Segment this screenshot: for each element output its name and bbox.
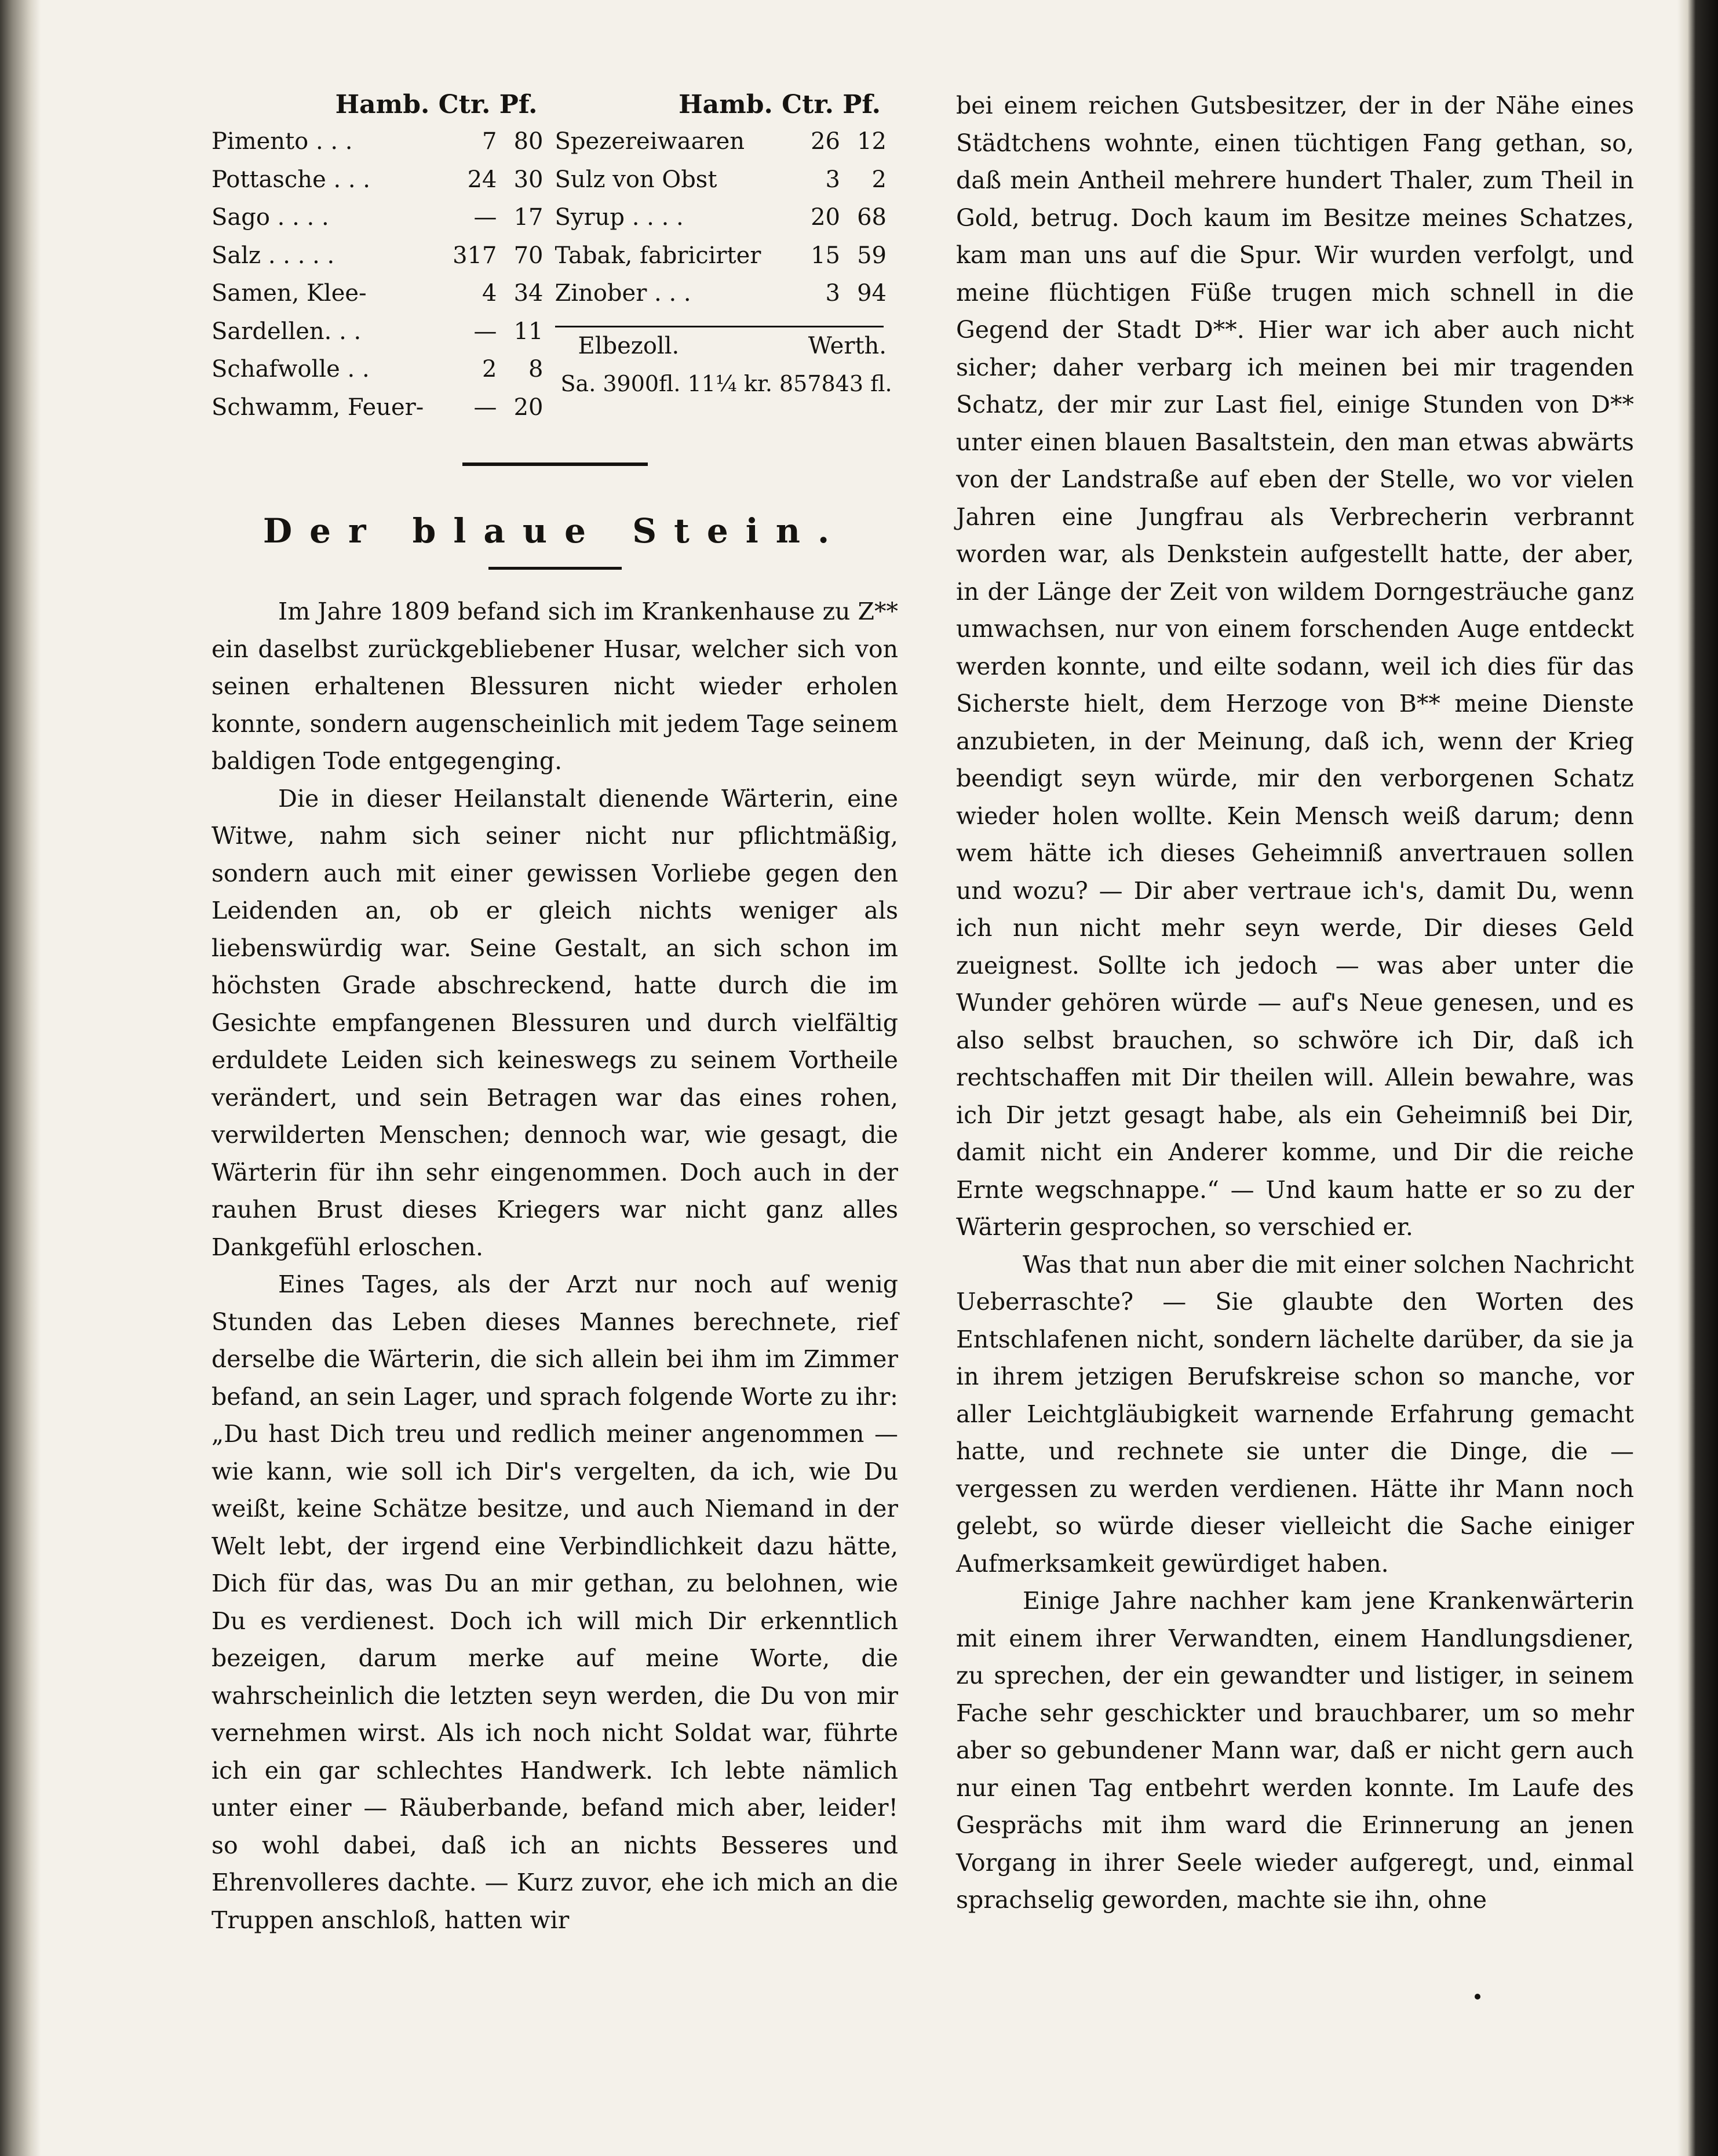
item-ctr: 4 bbox=[482, 280, 497, 307]
paragraph: Die in dieser Heilanstalt dienende Wärterin, eine Witwe, nahm sich seiner nicht nur pflichtmäßig, sondern auch mit einer gewissen Vorliebe gegen den Leidenden an, ob er gleich nichts weniger als liebenswürdig war. Seine Gestalt, an sich schon im höchsten Grade abschreckend, hatte durch die im Gesichte empfangenen Blessuren und durch vielfältig erduldete Leiden sich keineswegs zu seinem Vortheile verändert, und sein Betragen war das eines rohen, verwilderten Menschen; dennoch war, wie gesagt, die Wärterin für ihn sehr eingenommen. Doch auch in der rauhen Brust dieses Kriegers war nicht ganz alles Dankgefühl erloschen. bbox=[211, 784, 898, 1261]
item-ctr: — bbox=[473, 204, 497, 231]
item-name: Zinober . . . bbox=[555, 280, 691, 307]
table-row bbox=[211, 199, 555, 237]
item-name: Sulz von Obst bbox=[555, 166, 717, 193]
item-pf: 94 bbox=[857, 280, 887, 307]
paragraph: bei einem reichen Gutsbesitzer, der in der Nähe eines Städtchens wohnte, einen tüchtigen Fang gethan, so, daß mein Antheil mehrere hundert Thaler, zum Theil in Gold, betrug. Doch kaum im Besitze meines Schatzes, kam man uns auf die Spur. Wir wurden verfolgt, und meine flüchtigen Füße trugen mich schnell in die Gegend der Stadt D**. Hier war ich aber auch nicht sicher; daher verbarg ich meinen bei mir tragenden Schatz, der mir zur Last fiel, einige Stunden von D** unter einen blauen Basaltstein, den man etwas abwärts von der Landstraße auf eben der Stelle, wo vor vielen Jahren eine Jungfrau als Verbrecherin verbrannt worden war, als Denkstein aufgestellt hatte, der aber, in der Länge der Zeit von wildem Dorngesträuche ganz umwachsen, nur von einem forschenden Auge entdeckt werden konnte, und eilte sodann, weil ich dies für das Sicherste hielt, dem Herzoge von B** meine Dienste anzubieten, in der Meinung, daß ich, wenn der Krieg beendigt seyn würde, mir den verborgenen Schatz wieder holen wollte. Kein Mensch weiß darum; denn wem hätte ich dieses Geheimniß anvertrauen sollen und wozu? — Dir aber vertraue ich's, damit Du, wenn ich nun nicht mehr seyn werde, Dir dieses Geld zueignest. Sollte ich jedoch — was aber unter die Wunder gehören würde — auf's Neue genesen, und es also selbst brauchen, so schwöre ich Dir, daß ich rechtschaffen mit Dir theilen will. Allein bewahre, was ich Dir jetzt gesagt habe, als ein Geheimniß bei Dir, damit nicht ein Anderer komme, und Dir die reiche Ernte wegschnappe.“ — Und kaum hatte er so zu der Wärterin gesprochen, so verschied er. bbox=[956, 92, 1634, 1241]
item-name: Schwamm, Feuer- bbox=[211, 394, 424, 421]
table-row bbox=[555, 123, 899, 161]
ink-speck bbox=[1475, 1994, 1480, 2000]
section-divider bbox=[462, 462, 648, 466]
item-pf: 11 bbox=[513, 318, 544, 345]
item-ctr: — bbox=[473, 318, 497, 345]
elbezoll-header bbox=[555, 327, 899, 366]
table-header-right: Hamb. Ctr. Pf. bbox=[679, 90, 881, 119]
page-edge-dark bbox=[1677, 0, 1718, 2156]
item-ctr: 24 bbox=[467, 166, 497, 193]
item-pf: 30 bbox=[513, 166, 544, 193]
table-header bbox=[211, 87, 898, 123]
table-row bbox=[211, 161, 555, 199]
table-row bbox=[555, 161, 899, 199]
table-row bbox=[211, 313, 555, 351]
item-name: Schafwolle . . bbox=[211, 356, 370, 383]
left-column bbox=[211, 87, 898, 1939]
article-title: Der blaue Stein. bbox=[262, 511, 847, 551]
item-pf: 59 bbox=[857, 242, 887, 269]
paragraph: Was that nun aber die mit einer solchen Nachricht Ueberraschte? — Sie glaubte den Worten des Entschlafenen nicht, sondern lächelte darüber, da sie ja in ihrem jetzigen Berufskreise schon so manche, vor aller Leichtgläubigkeit warnende Erfahrung gemacht hatte, und rechnete sie unter die Dinge, die — vergessen zu werden verdienen. Hätte ihr Mann noch gelebt, so würde dieser vielleicht die Sache einiger Aufmerksamkeit gewürdiget haben. bbox=[956, 1250, 1634, 1578]
paragraph: Einige Jahre nachher kam jene Krankenwärterin mit einem ihrer Verwandten, einem Handlungsdiener, zu sprechen, der ein gewandter und listiger, in seinem Fache sehr geschickter und brauchbarer, um so mehr aber so gebundener Mann war, daß er nicht gern auch nur einen Tag entbehrt werden konnte. Im Laufe des Gesprächs mit ihm ward die Erinnerung an jenen Vorgang in ihrer Seele wieder aufgeregt, und, einmal sprachselig geworden, machte sie ihn, ohne bbox=[956, 1587, 1634, 1914]
table-row bbox=[555, 275, 899, 313]
werth-label: Werth. bbox=[808, 332, 887, 359]
item-pf: 2 bbox=[871, 166, 887, 193]
table-row bbox=[555, 199, 899, 237]
item-name: Sardellen. . . bbox=[211, 318, 362, 345]
table-right-half bbox=[555, 123, 899, 427]
item-ctr: 317 bbox=[453, 242, 497, 269]
elbezoll-label: Elbezoll. bbox=[578, 332, 680, 359]
item-pf: 12 bbox=[857, 128, 887, 155]
item-name: Pimento . . . bbox=[211, 128, 353, 155]
item-ctr: 15 bbox=[811, 242, 840, 269]
item-pf: 34 bbox=[513, 280, 544, 307]
item-ctr: 7 bbox=[482, 128, 497, 155]
item-name: Syrup . . . . bbox=[555, 204, 684, 231]
page-gutter-shadow bbox=[0, 0, 41, 2156]
right-column bbox=[956, 87, 1634, 1919]
item-name: Samen, Klee- bbox=[211, 280, 367, 307]
table-left-half bbox=[211, 123, 555, 427]
title-underline bbox=[488, 567, 622, 570]
item-pf: 17 bbox=[513, 204, 544, 231]
item-name: Tabak, fabricirter bbox=[555, 242, 761, 269]
sum-line: Sa. 3900fl. 11¼ kr. 857843 fl. bbox=[560, 371, 892, 396]
table-row bbox=[211, 237, 555, 275]
item-name: Pottasche . . . bbox=[211, 166, 371, 193]
table-header-left: Hamb. Ctr. Pf. bbox=[335, 90, 538, 119]
item-pf: 68 bbox=[857, 204, 887, 231]
item-ctr: 26 bbox=[811, 128, 840, 155]
item-name: Sago . . . . bbox=[211, 204, 329, 231]
table-row bbox=[211, 389, 555, 427]
table-row bbox=[211, 351, 555, 389]
item-name: Salz . . . . . bbox=[211, 242, 335, 269]
item-ctr: 3 bbox=[825, 280, 840, 307]
item-pf: 8 bbox=[528, 356, 544, 383]
item-name: Spezereiwaaren bbox=[555, 128, 745, 155]
paragraph: Eines Tages, als der Arzt nur noch auf wenig Stunden das Leben dieses Mannes berechnete, rief derselbe die Wärterin, die sich allein bei ihm im Zimmer befand, an sein Lager, und sprach folgende Worte zu ihr: „Du hast Dich treu und redlich meiner angenommen — wie kann, wie soll ich Dir's vergelten, da ich, wie Du weißt, keine Schätze besitze, und auch Niemand in der Welt lebt, der irgend eine Verbindlichkeit dazu hätte, Dich für das, was Du an mir gethan, zu belohnen, wie Du es verdienest. Doch ich will mich Dir erkenntlich bezeigen, darum merke auf meine Worte, die wahrscheinlich die letzten seyn werden, die Du von mir vernehmen wirst. Als ich noch nicht Soldat war, führte ich ein gar schlechtes Handwerk. Ich lebte nämlich unter einer — Räuberbande, befand mich aber, leider! so wohl dabei, daß ich an nichts Besseres und Ehrenvolleres dachte. — Kurz zuvor, ehe ich mich an die Truppen anschloß, hatten wir bbox=[211, 1270, 898, 1934]
goods-price-table bbox=[211, 87, 898, 427]
item-ctr: 2 bbox=[482, 356, 497, 383]
item-ctr: 3 bbox=[825, 166, 840, 193]
table-row bbox=[211, 275, 555, 313]
paragraph: Im Jahre 1809 befand sich im Krankenhause zu Z** ein daselbst zurückgebliebener Husar, welcher sich von seinen erhaltenen Blessuren nicht wieder erholen konnte, sondern augenscheinlich mit jedem Tage seinem baldigen Tode entgegenging. bbox=[211, 598, 898, 775]
item-pf: 70 bbox=[513, 242, 544, 269]
item-ctr: 20 bbox=[811, 204, 840, 231]
item-ctr: — bbox=[473, 394, 497, 421]
item-pf: 80 bbox=[513, 128, 544, 155]
table-body bbox=[211, 123, 898, 427]
table-row bbox=[555, 237, 899, 275]
item-pf: 20 bbox=[513, 394, 544, 421]
table-row bbox=[211, 123, 555, 161]
